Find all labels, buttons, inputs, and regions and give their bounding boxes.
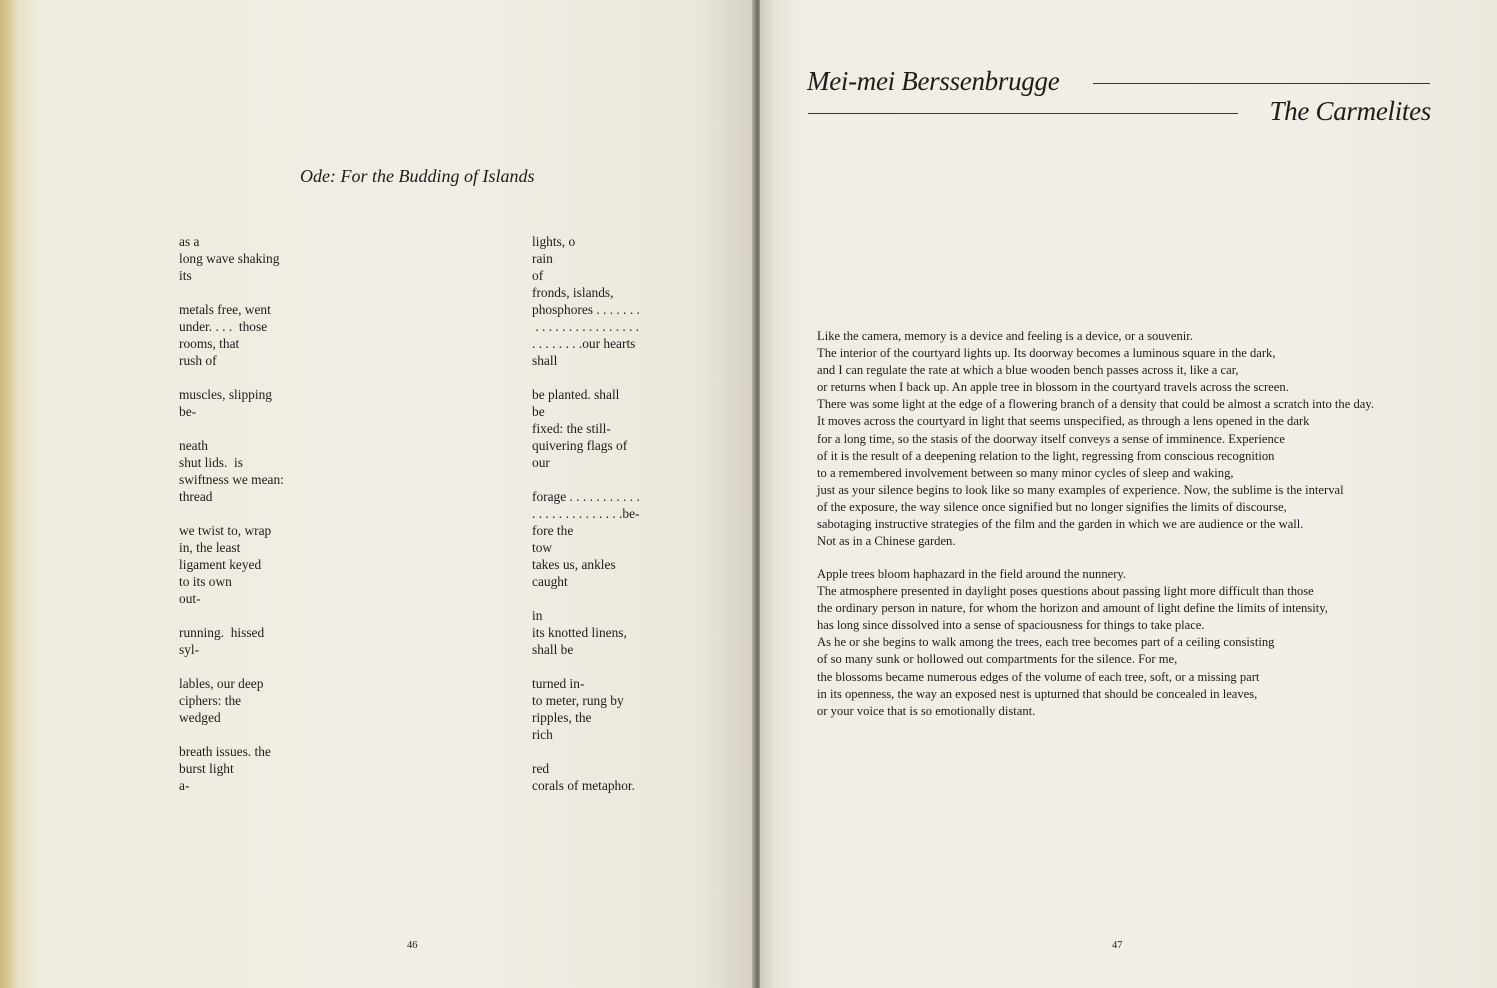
poem-line: of xyxy=(532,268,544,283)
prose-line: and I can regulate the rate at which a blue wooden bench passes across it, like a car, xyxy=(817,363,1239,378)
poem-line: to meter, rung by xyxy=(532,693,624,708)
poem-line xyxy=(179,505,284,522)
poem-line: fronds, islands, xyxy=(532,285,614,300)
poem-line: red xyxy=(532,761,550,776)
poem-line: be xyxy=(532,404,545,419)
poem-line: ligament keyed xyxy=(179,557,262,572)
prose-stanza-2 xyxy=(817,566,1328,720)
poem-line: lights, o xyxy=(532,234,576,249)
prose-line: of the exposure, the way silence once signified but no longer signifies the limits of discourse, xyxy=(817,499,1287,514)
prose-stanza-1 xyxy=(817,328,1374,550)
prose-line: It moves across the courtyard in light that seems unspecified, as through a lens opened in the dark xyxy=(817,414,1310,429)
poem-line: thread xyxy=(179,489,213,504)
poem-line: metals free, went xyxy=(179,302,271,317)
prose-line: to a remembered involvement between so many minor cycles of sleep and waking, xyxy=(817,465,1234,480)
prose-line: of so many sunk or hollowed out compartments for the silence. For me, xyxy=(817,652,1178,667)
poem-line: running. hissed xyxy=(179,625,265,640)
poem-line xyxy=(532,658,640,675)
poem-line xyxy=(179,726,284,743)
poem-line xyxy=(532,743,640,760)
poem-line: fixed: the still- xyxy=(532,421,611,436)
poem-title: Ode: For the Budding of Islands xyxy=(300,166,535,186)
poem-line xyxy=(532,471,640,488)
poem-line: be- xyxy=(179,404,197,419)
poem-line: under. . . . those xyxy=(179,319,268,334)
poem-line: . . . . . . . . . . . . . . . . xyxy=(532,319,640,334)
poem-line: swiftness we mean: xyxy=(179,472,284,487)
page-number-right: 47 xyxy=(1112,940,1123,951)
poem-line: in, the least xyxy=(179,540,241,555)
poem-line xyxy=(179,284,284,301)
prose-line: for a long time, so the stasis of the doorway itself conveys a sense of imminence. Experience xyxy=(817,431,1285,446)
prose-line: or your voice that is so emotionally distant. xyxy=(817,703,1036,718)
poem-line: corals of metaphor. xyxy=(532,778,635,793)
poem-line: burst light xyxy=(179,761,234,776)
poem-line: caught xyxy=(532,574,568,589)
poem-line: our xyxy=(532,455,550,470)
poem-line: be planted. shall xyxy=(532,387,620,402)
poem-line: long wave shaking xyxy=(179,251,280,266)
poem-line xyxy=(532,369,640,386)
prose-line: sabotaging instructive strategies of the film and the garden in which we are audience or the wall. xyxy=(817,517,1304,532)
poem-line xyxy=(179,420,284,437)
poem-line: we twist to, wrap xyxy=(179,523,272,538)
prose-line: As he or she begins to walk among the trees, each tree becomes part of a ceiling consisting xyxy=(817,635,1275,650)
prose-line: or returns when I back up. An apple tree in blossom in the courtyard travels across the screen. xyxy=(817,380,1289,395)
poem-line: takes us, ankles xyxy=(532,557,616,572)
prose-line: Not as in a Chinese garden. xyxy=(817,534,956,549)
poem-line: tow xyxy=(532,540,553,555)
prose-line: of it is the result of a deepening relation to the light, regressing from conscious recognition xyxy=(817,448,1275,463)
poem-line: breath issues. the xyxy=(179,744,271,759)
poem-line xyxy=(179,607,284,624)
poem-column-right xyxy=(532,233,640,794)
page-number-left: 46 xyxy=(407,940,418,951)
work-title: The Carmelites xyxy=(1269,96,1431,126)
prose-line: The atmosphere presented in daylight poses questions about passing light more difficult than those xyxy=(817,584,1314,599)
poem-line: rush of xyxy=(179,353,217,368)
poem-line: ciphers: the xyxy=(179,693,242,708)
poem-line xyxy=(179,658,284,675)
poem-line: turned in- xyxy=(532,676,585,691)
poem-line: . . . . . . . .our hearts xyxy=(532,336,636,351)
author-name: Mei-mei Berssenbrugge xyxy=(807,66,1060,96)
poem-line: rich xyxy=(532,727,553,742)
prose-line: the ordinary person in nature, for whom the horizon and amount of light define the limits of intensity, xyxy=(817,601,1328,616)
poem-line xyxy=(179,369,284,386)
prose-line: Like the camera, memory is a device and feeling is a device, or a souvenir. xyxy=(817,329,1193,343)
poem-line: shut lids. is xyxy=(179,455,243,470)
poem-line xyxy=(532,590,640,607)
poem-line: as a xyxy=(179,234,200,249)
poem-line: fore the xyxy=(532,523,574,538)
poem-line: lables, our deep xyxy=(179,676,264,691)
poem-line: wedged xyxy=(179,710,221,725)
poem-line: rain xyxy=(532,251,553,266)
poem-line: rooms, that xyxy=(179,336,240,351)
prose-line: in its openness, the way an exposed nest is upturned that should be concealed in leaves, xyxy=(817,686,1258,701)
prose-line: the blossoms became numerous edges of the volume of each tree, soft, or a missing part xyxy=(817,669,1260,684)
prose-line: has long since dissolved into a sense of spaciousness for things to take place. xyxy=(817,618,1205,633)
poem-line: neath xyxy=(179,438,208,453)
header-rule-bottom xyxy=(808,113,1238,114)
poem-line: shall xyxy=(532,353,558,368)
poem-line: its knotted linens, xyxy=(532,625,627,640)
prose-line: Apple trees bloom haphazard in the field around the nunnery. xyxy=(817,567,1127,581)
poem-line: phosphores . . . . . . . xyxy=(532,302,640,317)
poem-line: its xyxy=(179,268,192,283)
poem-line: out- xyxy=(179,591,201,606)
poem-line: to its own xyxy=(179,574,232,589)
poem-column-left xyxy=(179,233,284,794)
poem-line: shall be xyxy=(532,642,574,657)
poem-line: syl- xyxy=(179,642,200,657)
poem-line: muscles, slipping xyxy=(179,387,272,402)
header-rule-top xyxy=(1093,83,1430,84)
right-page xyxy=(760,0,1497,988)
poem-line: . . . . . . . . . . . . . .be- xyxy=(532,506,640,521)
poem-line: ripples, the xyxy=(532,710,592,725)
prose-line: The interior of the courtyard lights up. Its doorway becomes a luminous square in the dark, xyxy=(817,346,1276,361)
poem-line: a- xyxy=(179,778,190,793)
prose-line: just as your silence begins to look like so many examples of experience. Now, the sublime is the interval xyxy=(817,482,1344,497)
poem-line: forage . . . . . . . . . . . xyxy=(532,489,640,504)
poem-line: quivering flags of xyxy=(532,438,628,453)
poem-line: in xyxy=(532,608,543,623)
prose-line: There was some light at the edge of a flowering branch of a density that could be almost a scratch into the day. xyxy=(817,397,1374,412)
